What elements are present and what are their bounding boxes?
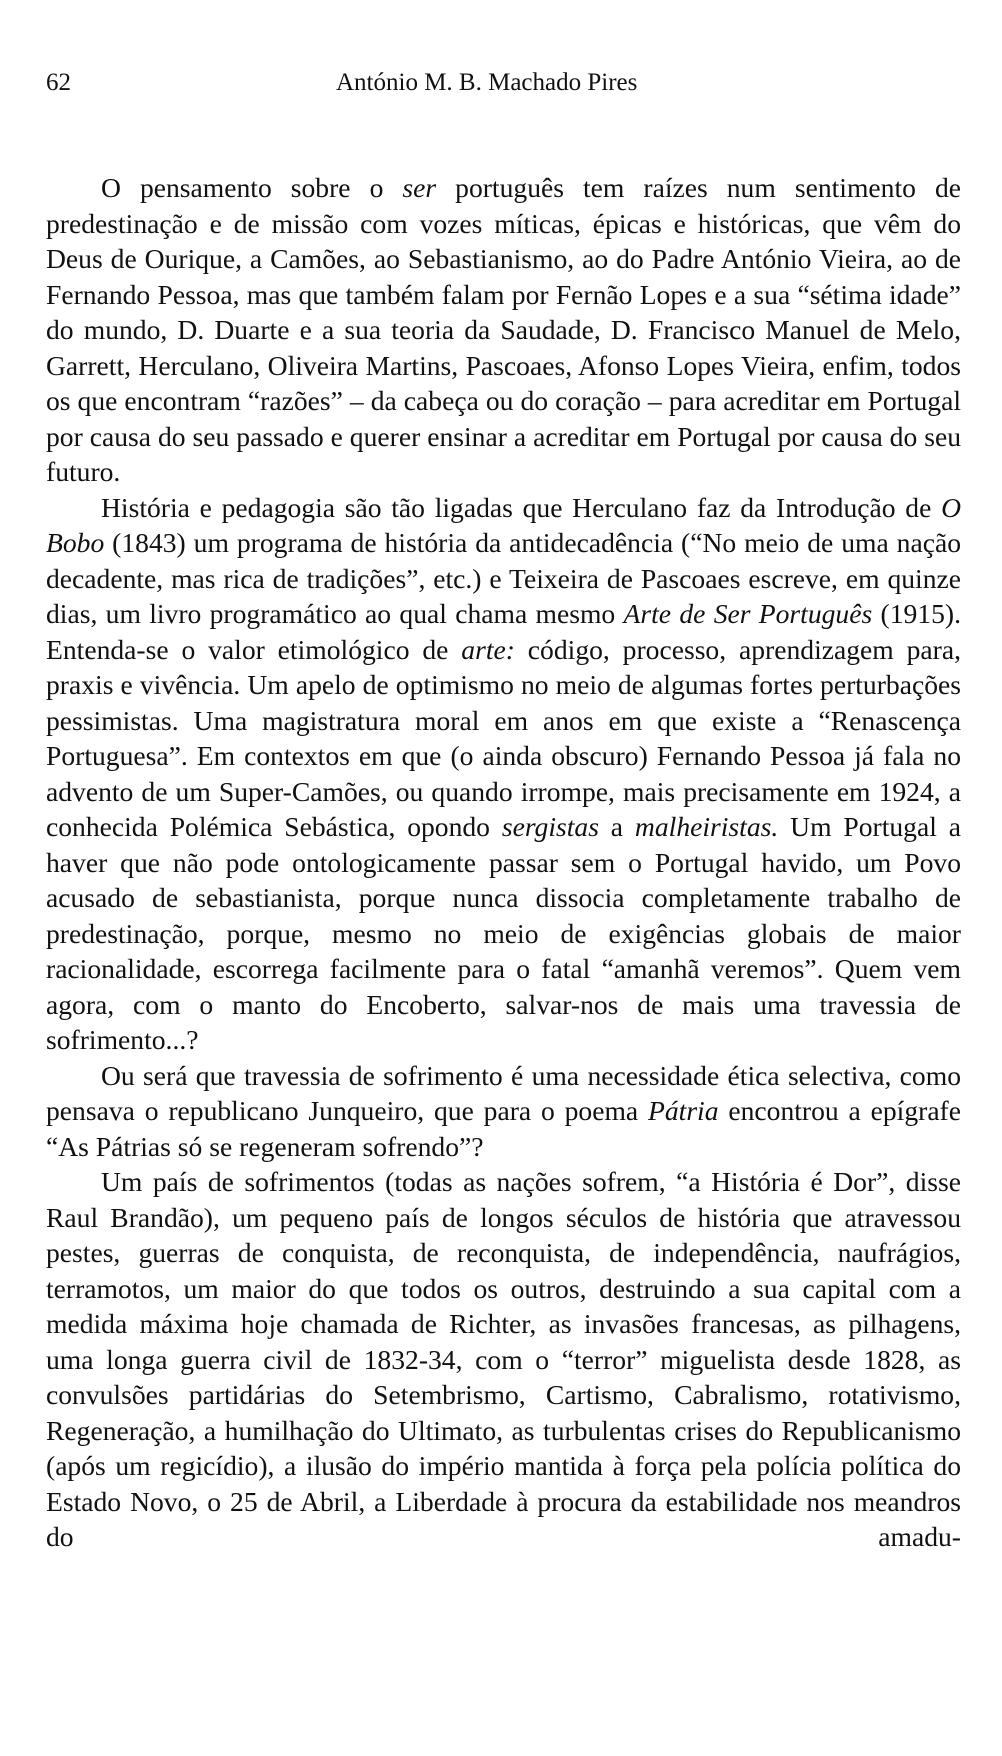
body-text — [46, 170, 961, 1555]
page-header — [46, 66, 961, 100]
paragraph-4: Um país de sofrimentos (todas as nações sofrem, “a História é Dor”, disse Raul Brandão), um pequeno país de longos séculos de história que atravessou pestes, guerras de conquista, de reconquista, de independência, naufrágios, terramotos, um maior do que todos os outros, destruindo a sua capital com a medida máxima hoje chamada de Richter, as invasões francesas, as pilhagens, uma longa guerra civil de 1832-34, com o “terror” miguelista desde 1828, as convulsões partidárias do Setembrismo, Cartismo, Cabralismo, rotativismo, Regeneração, a humilhação do Ultimato, as turbulentas crises do Republicanismo (após um regicídio), a ilusão do império mantida à força pela polícia política do Estado Novo, o 25 de Abril, a Liberdade à procura da estabilidade nos meandros do amadu- — [46, 1166, 961, 1552]
paragraph-2: História e pedagogia são tão ligadas que Herculano faz da Introdução de O Bobo (1843) um programa de história da antidecadência (“No meio de uma nação decadente, mas rica de tradições”, etc.) e Teixeira de Pascoaes escreve, em quinze dias, um livro programático ao qual chama mesmo Arte de Ser Português (1915). Entenda-se o valor etimológico de arte: código, processo, aprendizagem para, praxis e vivência. Um apelo de optimismo no meio de algumas fortes perturbações pessimistas. Uma magistratura moral em anos em que existe a “Renascença Portuguesa”. Em contextos em que (o ainda obscuro) Fernando Pessoa já fala no advento de um Super-Camões, ou quando irrompe, mais precisamente em 1924, a conhecida Polémica Sebástica, opondo sergistas a malheiristas. Um Portugal a haver que não pode ontologicamente passar sem o Portugal havido, um Povo acusado de sebastianista, porque nunca dissocia completamente trabalho de predestinação, porque, mesmo no meio de exigências globais de maior racionalidade, escorrega facilmente para o fatal “amanhã veremos”. Quem vem agora, com o manto do Encoberto, salvar-nos de mais uma travessia de sofrimento...? — [46, 491, 961, 1055]
running-head: António M. B. Machado Pires — [336, 69, 638, 96]
paragraph-1: O pensamento sobre o ser português tem raízes num sentimento de predestinação e de missão com vozes míticas, épicas e históricas, que vêm do Deus de Ourique, a Camões, ao Sebastianismo, ao do Padre António Vieira, ao de Fernando Pessoa, mas que também falam por Fernão Lopes e a sua “sétima idade” do mundo, D. Duarte e a sua teoria da Saudade, D. Francisco Manuel de Melo, Garrett, Herculano, Oliveira Martins, Pascoaes, Afonso Lopes Vieira, enfim, todos os que encontram “razões” – da cabeça ou do coração – para acreditar em Portugal por causa do seu passado e querer ensinar a acreditar em Portugal por causa do seu futuro. — [46, 172, 961, 487]
paragraph-3: Ou será que travessia de sofrimento é uma necessidade ética selectiva, como pensava o republicano Junqueiro, que para o poema Pátria encontrou a epígrafe “As Pátrias só se regeneram sofrendo”? — [46, 1059, 961, 1162]
page-number: 62 — [46, 69, 71, 96]
